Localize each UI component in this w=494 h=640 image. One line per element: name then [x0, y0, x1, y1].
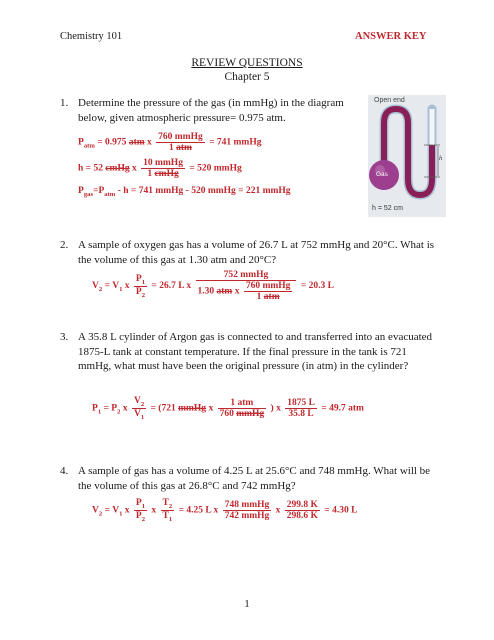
h-label: h	[439, 155, 443, 162]
q3-answer: $P_1 = P_2$ x $\frac{V_2}{V_1}$ = (721 mmHg x $\frac{\text{1 atm}}{\text{760 mmHg}}$ ) x $\frac{1875 L}{35.8 L}$ = 49.7 atm	[92, 396, 364, 421]
q3-number: 3.	[60, 331, 69, 343]
course-name: Chemistry 101	[60, 31, 123, 42]
q4-answer: $V_2 = V_1$ x $\frac{P_1}{P_2}$ x $\frac{T_2}{T_1}$ = 4.25 L x $\frac{\text{748 mmHg}}{\text{742 mmHg}}$ x $\frac{299.8 K}{298.6 K}$ = 4.30 L	[92, 498, 358, 523]
answer-key-label: ANSWER KEY	[355, 31, 427, 42]
q1-number: 1.	[60, 97, 69, 109]
open-end-label: Open end	[374, 97, 405, 104]
gas-label: Gas	[376, 171, 388, 178]
manometer-image	[368, 95, 446, 217]
page-number: 1	[244, 598, 250, 610]
page-subtitle: Chapter 5	[224, 71, 270, 83]
manometer-diagram	[368, 95, 446, 217]
q2-answer: $V_2 = V_1$ x $\frac{P_1}{P_2}$ = 26.7 L x 752 mmHg 1.30 atm x $\frac{\text{760 mmHg}}{\text{1 atm}}$ = 20.3 L	[92, 270, 334, 302]
q1-text: Determine the pressure of the gas (in mmHg) in the diagram below, given atmospheric pressure= 0.975 atm.	[78, 97, 344, 124]
q1-line1: $P_{atm} = 0.975$ atm x $\frac{\text{760 mmHg}}{\text{1 atm}}$ = 741 mmHg	[78, 132, 262, 153]
q2-number: 2.	[60, 239, 69, 251]
q4-number: 4.	[60, 465, 69, 477]
page-title: REVIEW QUESTIONS	[191, 57, 303, 69]
q1-line2: h = 52 cmHg x $\frac{\text{10 mmHg}}{\text{1 cmHg}}$ = 520 mmHg	[78, 158, 242, 179]
q3-text: A 35.8 L cylinder of Argon gas is connected to and transferred into an evacuated 1875-L tank at constant temperature. If the final pressure in the tank is 721 mmHg, what must have been the original pressure (in atm) in the cylinder?	[78, 331, 433, 372]
q4-text: A sample of gas has a volume of 4.25 L at 25.6°C and 748 mmHg. What will be the volume of this gas at 26.8°C and 742 mmHg?	[78, 465, 431, 492]
h-value-label: h = 52 cm	[372, 205, 403, 212]
q1-line3: $P_{gas}=P_{atm} - h = 741$ mmHg - 520 mmHg = 221 mmHg	[78, 186, 291, 198]
q2-text: A sample of oxygen gas has a volume of 26.7 L at 752 mmHg and 20°C. What is the volume of this gas at 1.30 atm and 20°C?	[78, 239, 435, 266]
